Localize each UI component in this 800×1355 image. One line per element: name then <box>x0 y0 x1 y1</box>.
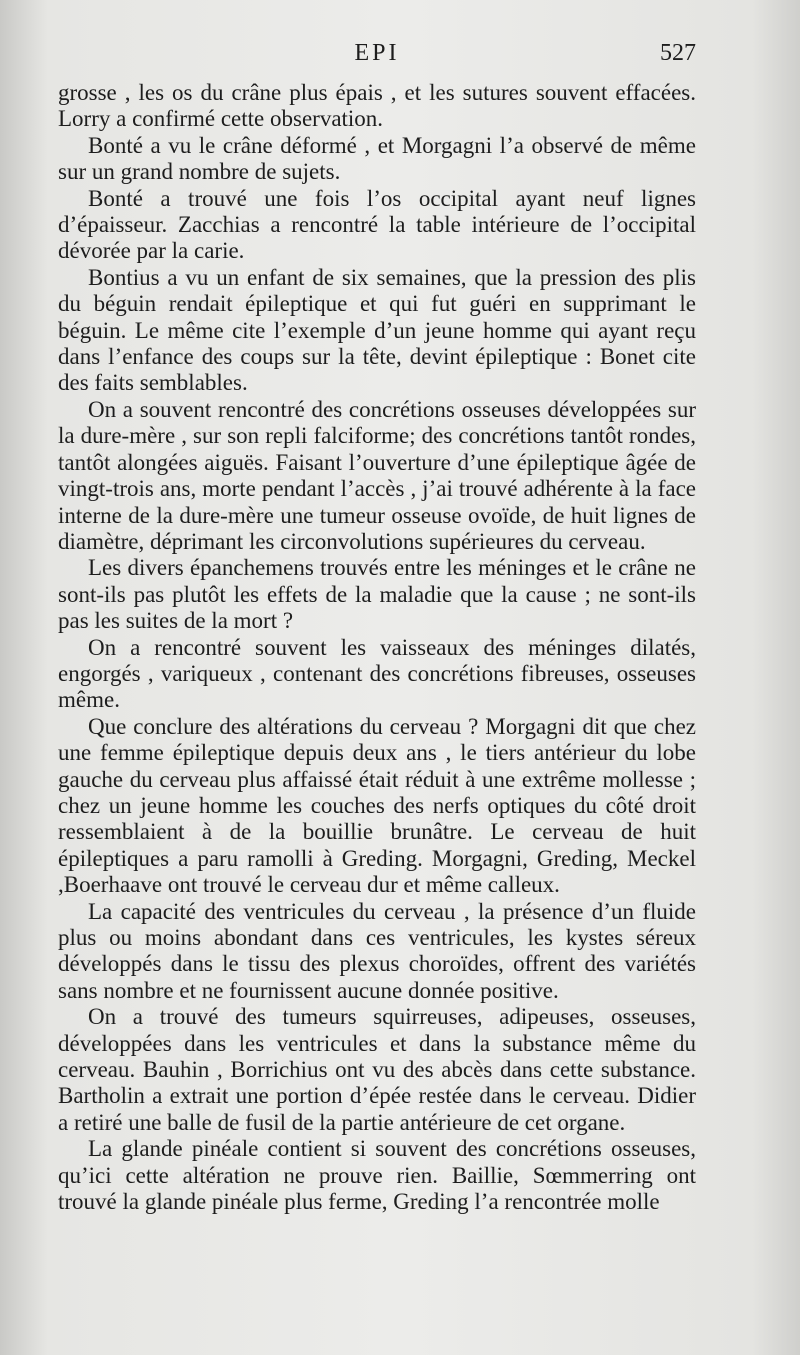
paragraph: grosse , les os du crâne plus épais , et les sutures souvent effacées. Lorry a confirmé cette observation. <box>58 80 696 132</box>
running-head-title: EPI <box>354 40 400 66</box>
paragraph: Bonté a vu le crâne déformé , et Morgagni l’a observé de même sur un grand nombre de sujets. <box>58 132 696 185</box>
running-head <box>58 34 696 80</box>
paragraph: On a rencontré souvent les vaisseaux des méninges dilatés, engorgés , variqueux , contenant des concrétions fibreuses, osseuses même. <box>58 634 696 713</box>
paragraph: On a souvent rencontré des concrétions osseuses développées sur la dure-mère , sur son repli falciforme; des concrétions tantôt rondes, tantôt alongées aiguës. Faisant l’ouverture d’une épileptique âgée de vingt-trois ans, morte pendant l’accès , j’ai trouvé adhérente à la face interne de la dure-mère une tumeur osseuse ovoïde, de huit lignes de diamètre, déprimant les circonvolutions supérieures du cerveau. <box>58 396 696 554</box>
page-number: 527 <box>660 40 696 66</box>
paragraph: Bonté a trouvé une fois l’os occipital ayant neuf lignes d’épaisseur. Zacchias a rencontré la table intérieure de l’occipital dévorée par la carie. <box>58 185 696 264</box>
paragraph: On a trouvé des tumeurs squirreuses, adipeuses, osseuses, développées dans les ventricules et dans la substance même du cerveau. Bauhin , Borrichius ont vu des abcès dans cette substance. Bartholin a extrait une portion d’épée restée dans le cerveau. Didier a retiré une balle de fusil de la partie antérieure de cet organe. <box>58 1004 696 1135</box>
paragraph: Que conclure des altérations du cerveau ? Morgagni dit que chez une femme épileptique depuis deux ans , le tiers antérieur du lobe gauche du cerveau plus affaissé était réduit à une extrême mollesse ; chez un jeune homme les couches des nerfs optiques du côté droit ressemblaient à de la bouillie brunâtre. Le cerveau de huit épileptiques a paru ramolli à Greding. Morgagni, Greding, Meckel ,Boerhaave ont trouvé le cerveau dur et même calleux. <box>58 713 696 898</box>
paragraph: La capacité des ventricules du cerveau , la présence d’un fluide plus ou moins abondant dans ces ventricules, les kystes séreux développés dans le tissu des plexus choroïdes, offrent des variétés sans nombre et ne fournissent aucune donnée positive. <box>58 898 696 1003</box>
paragraph: Bontius a vu un enfant de six semaines, que la pression des plis du béguin rendait épileptique et qui fut guéri en supprimant le béguin. Le même cite l’exemple d’un jeune homme qui ayant reçu dans l’enfance des coups sur la tête, devint épileptique : Bonet cite des faits semblables. <box>58 264 696 396</box>
page-body <box>58 80 696 1215</box>
paragraph: La glande pinéale contient si souvent des concrétions osseuses, qu’ici cette altération ne prouve rien. Baillie, Sœmmerring ont trouvé la glande pinéale plus ferme, Greding l’a rencontrée molle <box>58 1136 696 1215</box>
paragraph: Les divers épanchemens trouvés entre les méninges et le crâne ne sont-ils pas plutôt les effets de la maladie que la cause ; ne sont-ils pas les suites de la mort ? <box>58 555 696 634</box>
